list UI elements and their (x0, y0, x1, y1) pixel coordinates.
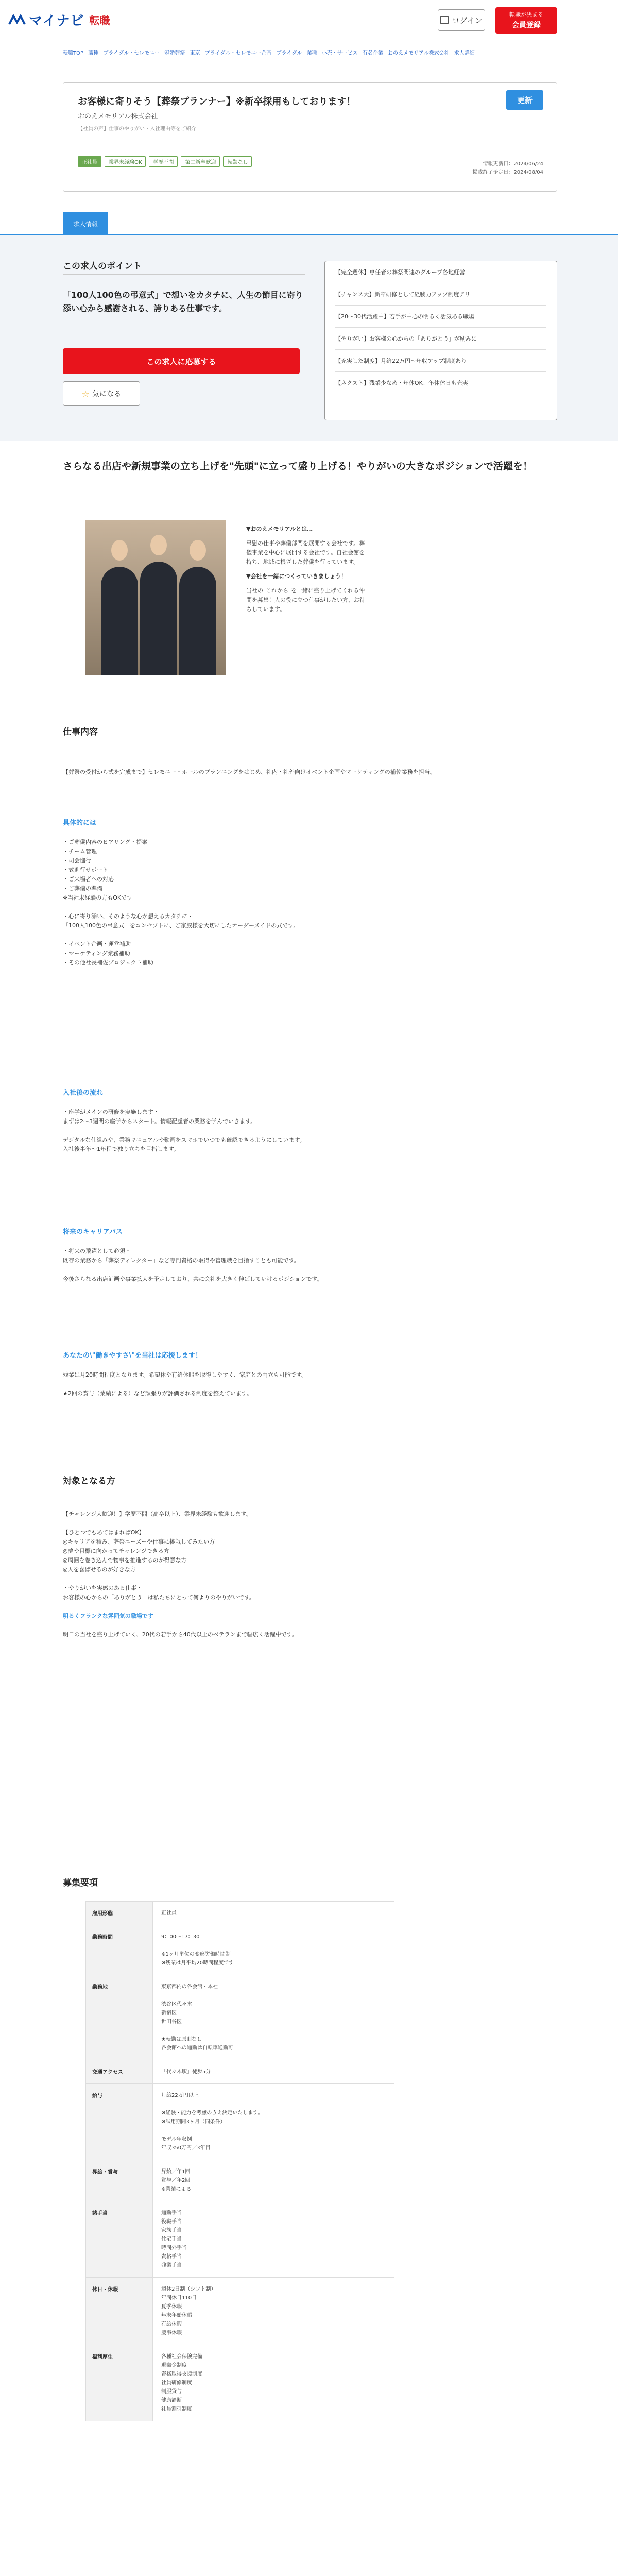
mynavi-logo-icon (8, 14, 26, 26)
requirement-value: 通勤手当 役職手当 家族手当 住宅手当 時間外手当 資格手当 残業手当 (153, 2201, 394, 2278)
person-figure (179, 567, 216, 675)
tab-job-info[interactable]: 求人情報 (63, 212, 108, 235)
intro-heading: ▼会社を一緒につくっていきましょう！ (246, 573, 347, 580)
login-icon (440, 16, 449, 24)
work-detail-block: ・将来の飛躍として必須・ 既存の業務から「葬祭ディレクター」など専門資格の取得や管理職を目指すことも可能です。 今後さらなる出店計画や事業拡大を予定しており、共に会社を大きく伸ばしていけるポジションです。 (63, 1248, 323, 1282)
requirement-label: 給与 (86, 2084, 153, 2160)
summary-section (0, 235, 618, 441)
section-title-target: 対象となる方 (63, 1476, 115, 1486)
job-tag: 学歴不問 (149, 156, 178, 167)
star-icon: ☆ (81, 388, 90, 399)
job-tag: 転勤なし (223, 156, 252, 167)
company-intro (246, 524, 370, 619)
intro-text: 弔慰の仕事や葬儀部門を展開する会社です。葬儀事業を中心に展開する会社です。自社会館を持ち、地域に根ざした葬儀を行っています。 (246, 540, 365, 565)
requirement-value: 各種社会保険完備 退職金制度 資格取得支援制度 社員研修制度 制服貸与 健康診断 社員割引制度 (153, 2345, 394, 2421)
requirement-row (86, 2060, 394, 2084)
work-detail-block: 残業は月20時間程度となります。希望休や有給休暇を取得しやすく、家庭との両立も可能です。 ★2回の賞与（業績による）など頑張りが評価される制度を整えています。 (63, 1371, 307, 1397)
job-title: お客様に寄りそう【葬祭プランナー】※新卒採用もしております！ (78, 96, 356, 107)
feature-list (324, 261, 557, 420)
breadcrumb-item[interactable]: 業種 (306, 50, 317, 56)
points-text: 「100人100色の弔意式」で想いをカタチに、人生の節目に寄り添い心から感謝される、誇りある仕事です。 (63, 290, 303, 313)
date-published: 情報更新日：2024/06/24 (483, 161, 543, 167)
requirement-value: 月給22万円以上 ※経験・能力を考慮のうえ決定いたします。 ※試用期間3ヶ月（同条件） モデル年収例 年収350万円／3年目 (153, 2084, 394, 2160)
login-label: ログイン (452, 15, 483, 25)
breadcrumb-item[interactable]: 東京 (190, 50, 200, 56)
feature-item: 【ネクスト】残業少なめ・年休OK！年休休日も充実 (335, 372, 546, 394)
requirement-row (86, 2345, 394, 2421)
work-subheading: 入社後の流れ (63, 1089, 104, 1097)
feature-item: 【チャンス大】新卒研修として経験力アップ制度アリ (335, 283, 546, 306)
requirements-table (85, 1901, 394, 2421)
intro-heading: ▼おのえメモリアルとは… (246, 526, 313, 532)
breadcrumb-item: 求人詳細 (454, 50, 475, 56)
job-tags (78, 156, 252, 167)
requirement-label: 勤務地 (86, 1975, 153, 2060)
site-logo[interactable] (8, 10, 110, 29)
requirement-label: 諸手当 (86, 2201, 153, 2278)
feature-item: 【やりがい】お客様の心からの「ありがとう」が励みに (335, 328, 546, 350)
register-label: 会員登録 (512, 21, 541, 29)
points-title: この求人のポイント (63, 261, 142, 272)
breadcrumb-item[interactable]: ブライダル (276, 50, 302, 56)
register-button[interactable] (495, 7, 557, 34)
requirement-row (86, 1902, 394, 1925)
intro-text: 当社の"これから"を一緒に盛り上げてくれる仲間を募集！人の役に立つ仕事がしたい方、お待ちしています。 (246, 587, 365, 613)
work-description: 【葬祭の受付から式を完成まで】セレモニー・ホールのプランニングをはじめ、社内・社外向けイベント企画やマーケティングの補佐業務を担当。 (63, 769, 436, 775)
work-detail-block: ・ご葬儀内容のヒアリング・提案 ・チーム管理 ・司会進行 ・式進行サポート ・ご来場者への対応 ・ご葬儀の準備 ※当社未経験の方もOKです ・心に寄り添い、そのような心が想えるカタチに・ 「100人100色の弔意式」をコンセプトに、ご家族様を大切にしたオーダーメイドの式です。 ・イベント企画・運営補助 ・マーケティング業務補助 ・その他社長補佐プロジェクト補助 (63, 839, 299, 966)
work-subheading: 将来のキャリアパス (63, 1228, 123, 1236)
job-tag: 正社員 (78, 156, 101, 167)
requirement-label: 雇用形態 (86, 1902, 153, 1925)
requirement-label: 休日・休暇 (86, 2278, 153, 2345)
requirement-label: 交通アクセス (86, 2060, 153, 2084)
work-subheading: 具体的には (63, 819, 97, 827)
lead-heading: さらなる出店や新規事業の立ち上げを"先頭"に立って盛り上げる！やりがいの大きなポジションで活躍を！ (63, 461, 533, 472)
breadcrumb (63, 49, 557, 57)
requirement-value: 昇給／年1回 賞与／年2回 ※業績による (153, 2160, 394, 2201)
divider (63, 274, 305, 275)
breadcrumb-item[interactable]: ブライダル・セレモニー (103, 50, 160, 56)
breadcrumb-item[interactable]: 小売・サービス (321, 50, 358, 56)
breadcrumb-item[interactable]: 有名企業 (362, 50, 383, 56)
logo-subtext: 転職 (89, 14, 110, 27)
staff-photo (85, 520, 226, 675)
job-tag: 第二新卒歓迎 (181, 156, 220, 167)
favorite-label: 気になる (92, 390, 122, 398)
job-tag: 業界未経験OK (105, 156, 146, 167)
job-dates (472, 160, 543, 177)
section-title-requirements: 募集要項 (63, 1878, 98, 1888)
requirement-row (86, 1975, 394, 2060)
requirement-row (86, 2278, 394, 2345)
employee-voice-link[interactable]: 【社員の声】仕事のやりがい・入社理由等をご紹介 (78, 126, 196, 132)
date-end: 掲載終了予定日：2024/08/04 (472, 170, 543, 175)
register-small-label: 転職が決まる (509, 11, 543, 18)
site-header (0, 0, 618, 47)
requirement-row (86, 2201, 394, 2278)
requirement-label: 昇給・賞与 (86, 2160, 153, 2201)
breadcrumb-item[interactable]: 冠婚葬祭 (164, 50, 185, 56)
feature-item: 【完全週休】専任者の葬祭関連のグループ各地経営 (335, 261, 546, 283)
requirement-row (86, 2160, 394, 2201)
logo-text: マイナビ (29, 13, 84, 29)
feature-item (335, 394, 546, 416)
requirement-value: 正社員 (153, 1902, 394, 1925)
tab-bar (0, 212, 618, 235)
login-button[interactable] (438, 9, 485, 31)
requirement-row (86, 1925, 394, 1975)
requirement-label: 勤務時間 (86, 1925, 153, 1975)
requirement-value: 東京都内の各会館・本社 渋谷区代々木 新宿区 世田谷区 ★転勤は原則なし 各会館への通勤は自転車通勤可 (153, 1975, 394, 2060)
requirement-value: 「代々木駅」徒歩5分 (153, 2060, 394, 2084)
requirement-value: 9：00～17：30 ※1ヶ月単位の変形労働時間制 ※残業は月平均20時間程度です (153, 1925, 394, 1975)
breadcrumb-item[interactable]: 職種 (88, 50, 99, 56)
breadcrumb-item[interactable]: 転職TOP (63, 50, 84, 56)
work-detail-block: ・座学がメインの研修を実施します・ まずは2～3週間の座学からスタート。情報配慮者の業務を学んでいきます。 デジタルな仕組みや、業務マニュアルや動画をスマホでいつでも確認できるようにしています。 入社後半年～1年程で独り立ちを目指します。 (63, 1109, 305, 1153)
target-description: 【チャレンジ大歓迎！】学歴不問（高卒以上）、業界未経験も歓迎します。 【ひとつでもあてはまればOK】 ◎キャリアを積み、葬祭ニーズーや仕事に挑戦してみたい方 ◎夢や目標に向かってチャレンジできる方 ◎周囲を巻き込んで物事を推進するのが得意な方 ◎人を喜ばせるのが好きな方 ・やりがいを実感のある仕事・ お客様の心からの「ありがとう」は私たちにとって何よりのやりがいです。 明るくフランクな雰囲気の職場です 明日の当社を盛り上げていく、20代の若手から40代以上のベテランまで幅広く活躍中です。 (63, 1511, 298, 1638)
requirement-value: 週休2日制（シフト制） 年間休日110日 夏季休暇 年末年始休暇 有給休暇 慶弔休暇 (153, 2278, 394, 2345)
breadcrumb-item[interactable]: ブライダル・セレモニー企画 (204, 50, 272, 56)
apply-button[interactable]: この求人に応募する (63, 348, 300, 374)
person-figure (101, 567, 138, 675)
person-figure (140, 562, 177, 675)
favorite-button[interactable] (63, 381, 140, 406)
section-title-work: 仕事内容 (63, 727, 98, 737)
company-name[interactable]: おのえメモリアル株式会社 (78, 113, 158, 121)
feature-item: 【20～30代活躍中】若手が中心の明るく活気ある職場 (335, 306, 546, 328)
requirement-label: 福利厚生 (86, 2345, 153, 2421)
update-badge: 更新 (506, 90, 543, 110)
requirement-row (86, 2084, 394, 2160)
feature-item: 【充実した制度】月給22万円～年収アップ制度あり (335, 350, 546, 372)
breadcrumb-item[interactable]: おのえメモリアル株式会社 (388, 50, 450, 56)
work-subheading: あなたの\"働きやすさ\"を当社は応援します！ (63, 1352, 202, 1360)
job-header-card (63, 82, 557, 192)
